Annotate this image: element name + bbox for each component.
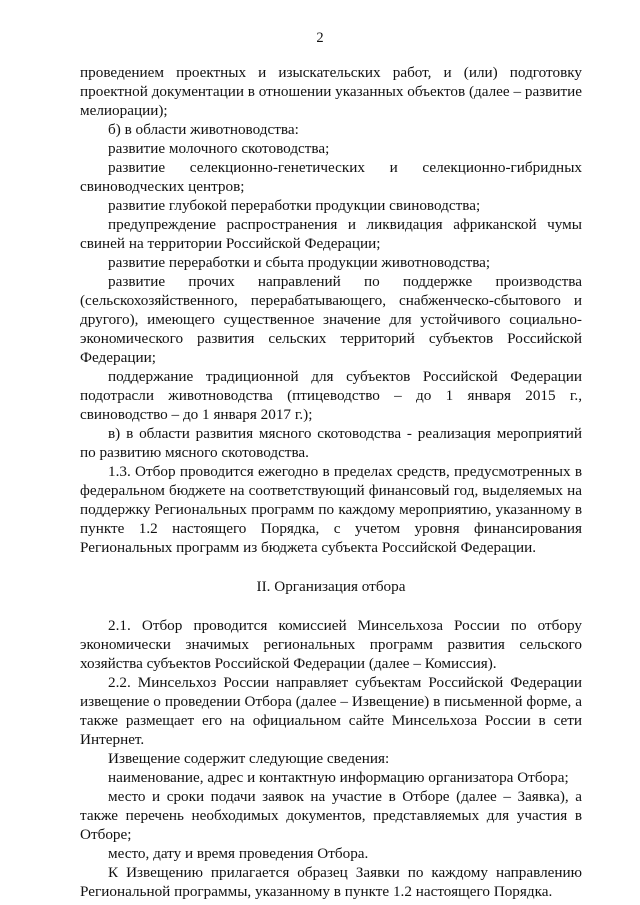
paragraph: развитие селекционно-генетических и селекционно-гибридных свиноводческих центров; — [80, 159, 582, 195]
paragraph: предупреждение распространения и ликвидация африканской чумы свиней на территории Российской Федерации; — [80, 216, 582, 252]
paragraph: развитие переработки и сбыта продукции животноводства; — [108, 254, 491, 271]
paragraph: наименование, адрес и контактную информацию организатора Отбора; — [108, 769, 569, 786]
paragraph: Извещение содержит следующие сведения: — [108, 750, 390, 767]
paragraph: место, дату и время проведения Отбора. — [108, 845, 369, 862]
page-number: 2 — [316, 30, 324, 46]
paragraph: в) в области развития мясного скотоводства - реализация мероприятий по развитию мясного скотоводства. — [80, 425, 582, 461]
paragraph: развитие прочих направлений по поддержке производства (сельскохозяйственного, перерабатывающего, снабженческо-сбытового и другого), имеющего существенное значение для устойчивого социально-экономического развития сельских территорий субъектов Российской Федерации; — [80, 273, 582, 366]
paragraph: 1.3. Отбор проводится ежегодно в пределах средств, предусмотренных в федеральном бюджете на соответствующий финансовый год, выделяемых на поддержку Региональных программ по каждому мероприятию, указанному в пункте 1.2 настоящего Порядка, с учетом уровня финансирования Региональных программ из бюджета субъекта Российской Федерации. — [80, 463, 582, 556]
paragraph: К Извещению прилагается образец Заявки по каждому направлению Региональной программы, указанному в пункте 1.2 настоящего Порядка. — [80, 864, 582, 900]
paragraph: 2.1. Отбор проводится комиссией Минсельхоза России по отбору экономически значимых региональных программ развития сельского хозяйства субъектов Российской Федерации (далее – Комиссия). — [80, 617, 582, 672]
paragraph: развитие глубокой переработки продукции свиноводства; — [108, 197, 481, 214]
paragraph: поддержание традиционной для субъектов Российской Федерации подотрасли животноводства (птицеводство – до 1 января 2015 г., свиноводство – до 1 января 2017 г.); — [80, 368, 582, 423]
paragraph: место и сроки подачи заявок на участие в Отборе (далее – Заявка), а также перечень необходимых документов, представляемых для участия в Отборе; — [80, 788, 582, 843]
section-heading: II. Организация отбора — [256, 578, 406, 595]
paragraph: б) в области животноводства: — [108, 121, 299, 138]
paragraph: 2.2. Минсельхоз России направляет субъектам Российской Федерации извещение о проведении Отбора (далее – Извещение) в письменной форме, а также размещает его на официальном сайте Минсельхоза России в сети Интернет. — [80, 674, 582, 748]
paragraph: проведением проектных и изыскательских работ, и (или) подготовку проектной документации в отношении указанных объектов (далее – развитие мелиорации); — [80, 64, 582, 119]
paragraph: развитие молочного скотоводства; — [108, 140, 330, 157]
document-body — [80, 63, 582, 901]
